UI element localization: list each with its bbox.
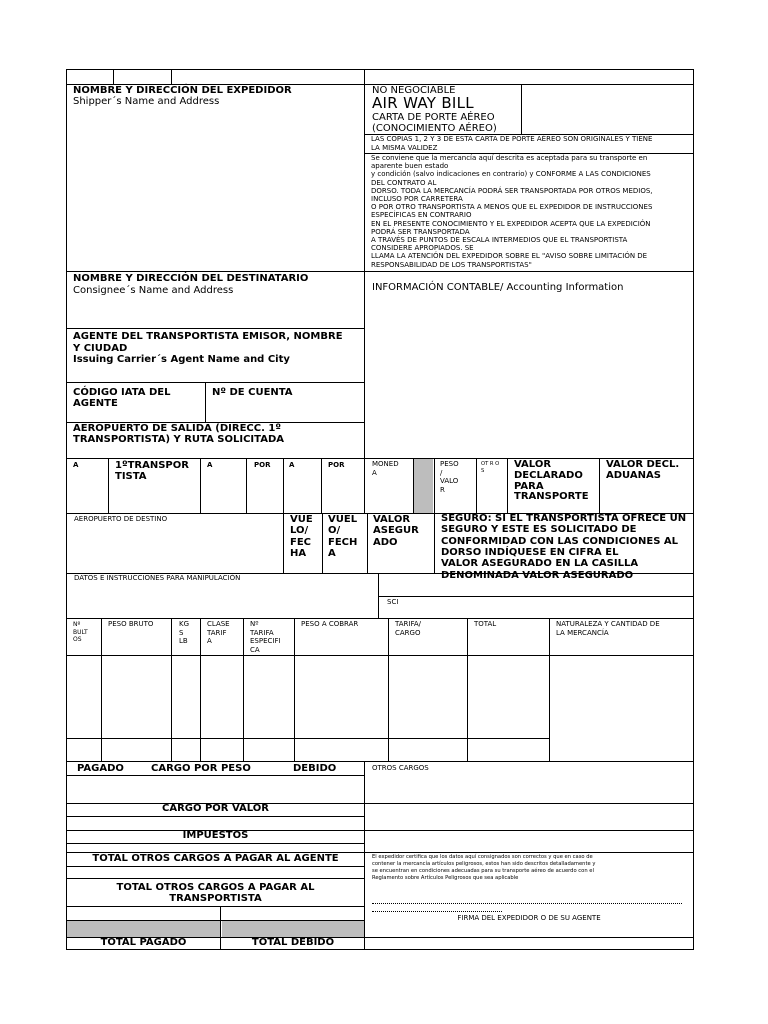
weight-value-label: R [440, 485, 445, 494]
sci-label: SCI [387, 598, 399, 606]
pieces-header: Nº [73, 621, 81, 628]
flight-date-label: O/ [328, 525, 341, 537]
kg-lb-header: LB [179, 637, 188, 645]
consignee-subtitle: Consignee´s Name and Address [73, 285, 234, 296]
signature-line [372, 911, 502, 912]
nature-quantity-header: NATURALEZA Y CANTIDAD DE [556, 620, 660, 628]
insurance-note: SEGURO Y ESTE ES SOLICITADO DE [441, 524, 637, 536]
gross-weight-header: PESO BRUTO [108, 620, 154, 628]
insurance-note: SEGURO: SI EL TRANSPORTISTA OFRECE UN [441, 513, 687, 524]
declared-value-carriage: VALOR [514, 459, 552, 470]
flight-date-label: A [328, 547, 336, 559]
insurance-note: VALOR ASEGURADO EN LA CASILLA [441, 558, 639, 570]
kg-lb-header: KG [179, 620, 190, 628]
currency-label-cont: A [372, 469, 377, 477]
kg-lb-header: S [179, 628, 184, 637]
first-carrier-label: 1ºTRANSPOR [115, 460, 189, 471]
insurance-note: CONFORMIDAD CON LAS CONDICIONES AL [441, 535, 679, 547]
copias-note-line1: LAS COPIAS 1, 2 Y 3 DE ESTA CARTA DE PORTE AÉREO SON ORIGINALES Y TIENE [371, 135, 653, 143]
departure-airport-label: AEROPUERTO DE SALIDA (DIRECC. 1º [73, 423, 281, 434]
no-negociable-label: NO NEGOCIABLE [372, 85, 456, 96]
conditions-line: aparente buen estado [371, 162, 449, 171]
first-carrier-label-cont: TISTA [115, 471, 147, 482]
conditions-line: DORSO. TODA LA MERCANCÍA PODRÁ SER TRANSPORTADA POR OTROS MEDIOS, [371, 186, 653, 195]
signature-line [372, 903, 682, 904]
insurance-note: DENOMINADA VALOR ASEGURADO [441, 569, 634, 581]
issuing-agent-subtitle: Issuing Carrier´s Agent Name and City [73, 354, 290, 365]
awb-title: AIR WAY BILL [372, 94, 474, 112]
weight-value-label: VALO [440, 477, 459, 485]
rate-charge-header: CARGO [395, 628, 421, 637]
shipper-certification: contener la mercancía artículos peligrosos, estos han sido descritos detalladamente y [372, 861, 596, 867]
weight-value-label: / [440, 468, 443, 477]
conditions-line: O POR OTRO TRANSPORTISTA A MENOS QUE EL EXPEDIDOR DE INSTRUCCIONES [371, 203, 653, 212]
issuing-agent-title: AGENTE DEL TRANSPORTISTA EMISOR, NOMBRE [73, 331, 343, 342]
route-by-label: POR [328, 461, 345, 469]
account-number-label: Nº DE CUENTA [212, 387, 293, 398]
iata-code-label: CÓDIGO IATA DEL [73, 387, 171, 398]
flight-date-label: FEC [290, 536, 312, 548]
weight-charge-label: CARGO POR PESO [151, 763, 251, 774]
declared-value-customs: VALOR DECL. [606, 459, 680, 470]
conditions-line: DEL CONTRATO AL [371, 178, 437, 187]
commodity-item-header: CA [250, 645, 260, 654]
conditions-line: LLAMA LA ATENCIÓN DEL EXPEDIDOR SOBRE EL "AVISO SOBRE LIMITACIÓN DE [371, 252, 648, 261]
destination-airport-label: AEROPUERTO DE DESTINO [74, 515, 168, 523]
commodity-item-header: ESPECIFI [250, 637, 281, 645]
flight-date-label: FECH [328, 536, 358, 548]
conditions-line: y condición (salvo indicaciones en contrario) y CONFORME A LAS CONDICIONES [371, 170, 651, 179]
collect-label: DEBIDO [293, 763, 337, 774]
copias-note-line2: LA MISMA VALIDEZ [371, 144, 438, 152]
nature-quantity-header: LA MERCANCÍA [556, 628, 609, 637]
conditions-line: CONSIDERE APROPIADOS. SE [371, 244, 474, 253]
pieces-header: OS [73, 636, 82, 643]
conditions-line: Se conviene que la mercancía aquí descrita es aceptada para su transporte en [371, 154, 648, 162]
conditions-line: A TRAVÉS DE PUNTOS DE ESCALA INTERMEDIOS QUE EL TRANSPORTISTA [371, 236, 628, 244]
declared-value-carriage: PARA [514, 480, 544, 492]
conocimiento-label: (CONOCIMIENTO AÉREO) [372, 123, 497, 134]
tax-label: IMPUESTOS [182, 830, 249, 841]
accounting-information-label: INFORMACIÓN CONTABLE/ Accounting Information [372, 282, 624, 293]
currency-label: MONED [372, 460, 399, 468]
route-to-label: A [207, 461, 213, 469]
handling-information-label: DATOS E INSTRUCCIONES PARA MANIPULACIÓN [74, 574, 241, 582]
pieces-header: BULT [73, 628, 88, 636]
conditions-line: ESPECÍFICAS EN CONTRARIO [371, 211, 472, 220]
other-label-cont: S [481, 468, 485, 474]
route-to-label: A [73, 461, 79, 469]
route-to-label: A [289, 461, 295, 469]
route-by-label: POR [254, 461, 271, 469]
insured-value-label: ADO [373, 536, 398, 548]
declared-value-carriage: DECLARADO [514, 469, 583, 481]
shipper-signature-label: FIRMA DEL EXPEDIDOR O DE SU AGENTE [457, 914, 601, 922]
departure-airport-label-cont: TRANSPORTISTA) Y RUTA SOLICITADA [73, 434, 284, 445]
valuation-charge-label: CARGO POR VALOR [162, 803, 269, 814]
flight-date-label: HA [290, 547, 307, 559]
moneda-shaded-cell [414, 459, 433, 514]
total-header: TOTAL [474, 620, 497, 628]
other-charges-label: OTROS CARGOS [372, 764, 429, 772]
shipper-certification: Reglamento sobre Artículos Peligrosos que sea aplicable [372, 875, 519, 881]
commodity-item-header: TARIFA [250, 628, 274, 637]
conditions-line: PODRÁ SER TRANSPORTADA [371, 227, 470, 236]
total-due-shaded-cell [222, 921, 364, 937]
insured-value-label: ASEGUR [373, 525, 419, 537]
flight-date-label: VUEL [328, 514, 358, 525]
declared-value-customs: ADUANAS [606, 469, 661, 481]
total-collect-label: TOTAL DEBIDO [251, 937, 335, 948]
insured-value-label: VALOR [373, 514, 411, 525]
commodity-item-header: Nº [250, 620, 259, 628]
consignee-title: NOMBRE Y DIRECCIÓN DEL DESTINATARIO [73, 273, 309, 284]
rate-class-header: A [207, 637, 212, 645]
total-other-charges-agent-label: TOTAL OTROS CARGOS A PAGAR AL AGENTE [92, 853, 339, 864]
carta-porte-label: CARTA DE PORTE AÉREO [372, 112, 495, 123]
conditions-line: INCLUSO POR CARRETERA [371, 195, 463, 203]
iata-code-label-cont: AGENTE [73, 398, 118, 409]
rate-class-header: TARIF [207, 628, 227, 637]
conditions-line: RESPONSABILIDAD DE LOS TRANSPORTISTAS" [371, 260, 532, 269]
insurance-note: DORSO INDÍQUESE EN CIFRA EL [441, 546, 619, 558]
shipper-certification: El expedidor certifica que los datos aquí consignados son correctos y que en caso de [372, 854, 593, 860]
prepaid-label: PAGADO [77, 763, 124, 774]
issuing-agent-title-cont: Y CIUDAD [73, 343, 128, 354]
declared-value-carriage: TRANSPORTE [514, 491, 589, 503]
weight-value-label: PESO [440, 460, 459, 468]
conditions-line: EN EL PRESENTE CONOCIMIENTO Y EL EXPEDIDOR ACEPTA QUE LA EXPEDICIÓN [371, 219, 651, 228]
chargeable-weight-header: PESO A COBRAR [301, 620, 359, 628]
shipper-certification: se encuentran en condiciones adecuadas para su transporte aéreo de acuerdo con el [372, 868, 594, 874]
total-paid-shaded-cell [67, 921, 220, 937]
rate-class-header: CLASE [207, 620, 230, 628]
shipper-subtitle: Shipper´s Name and Address [73, 96, 220, 107]
total-other-charges-carrier-label: TOTAL OTROS CARGOS A PAGAR AL [116, 882, 315, 893]
rate-charge-header: TARIFA/ [395, 620, 421, 628]
shipper-title: NOMBRE Y DIRECCIÓN DEL EXPEDIDOR [73, 85, 292, 96]
flight-date-label: LO/ [290, 525, 309, 537]
other-label: OT R O [481, 461, 500, 467]
flight-date-label: VUE [290, 514, 313, 525]
total-other-charges-carrier-label-cont: TRANSPORTISTA [169, 893, 262, 904]
total-prepaid-label: TOTAL PAGADO [100, 937, 187, 948]
